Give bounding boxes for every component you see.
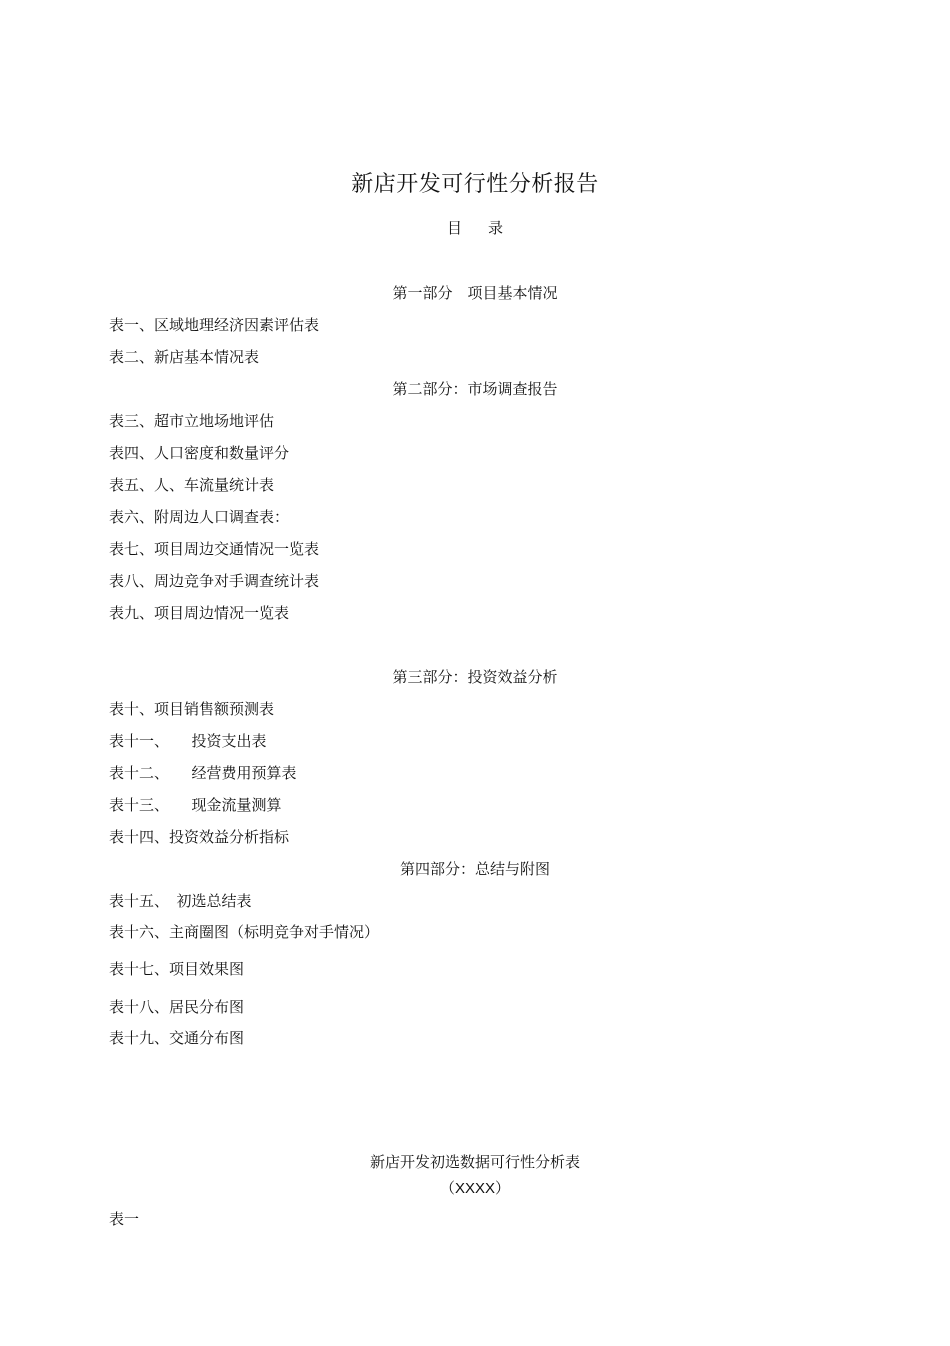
toc-item: 表七、项目周边交通情况一览表 [109,540,320,558]
toc-item: 表十、项目销售额预测表 [109,700,275,718]
toc-item: 表五、人、车流量统计表 [109,476,275,494]
analysis-table-title: 新店开发初选数据可行性分析表 [369,1153,580,1171]
toc-item: 表十九、交通分布图 [109,1029,245,1047]
toc-item: 表二、新店基本情况表 [109,348,260,366]
document-title: 新店开发可行性分析报告 [351,172,599,197]
analysis-table-label: 表一 [109,1210,140,1228]
toc-item: 表十八、居民分布图 [109,998,245,1016]
toc-item: 表十二、 经营费用预算表 [109,764,297,782]
section-heading-part-3: 第三部分：投资效益分析 [392,668,558,686]
toc-item: 表八、周边竞争对手调查统计表 [109,572,320,590]
toc-item: 表六、附周边人口调查表： [109,508,290,526]
section-heading-part-4: 第四部分：总结与附图 [399,860,550,878]
section-heading-part-2: 第二部分：市场调查报告 [392,380,558,398]
toc-item: 表十七、项目效果图 [109,960,245,978]
toc-item: 表十五、 初选总结表 [109,892,252,910]
section-heading-part-1: 第一部分 项目基本情况 [392,284,558,302]
analysis-table-code: （XXXX） [439,1180,511,1197]
toc-heading: 目录 [446,219,529,237]
toc-item: 表十四、投资效益分析指标 [109,828,290,846]
toc-item: 表十一、 投资支出表 [109,732,267,750]
toc-item: 表三、超市立地场地评估 [109,412,275,430]
toc-item: 表四、人口密度和数量评分 [109,444,290,462]
toc-item: 表一、区域地理经济因素评估表 [109,316,320,334]
toc-item: 表十六、主商圈图（标明竞争对手情况） [109,923,380,941]
toc-item: 表十三、 现金流量测算 [109,796,282,814]
toc-item: 表九、项目周边情况一览表 [109,604,290,622]
